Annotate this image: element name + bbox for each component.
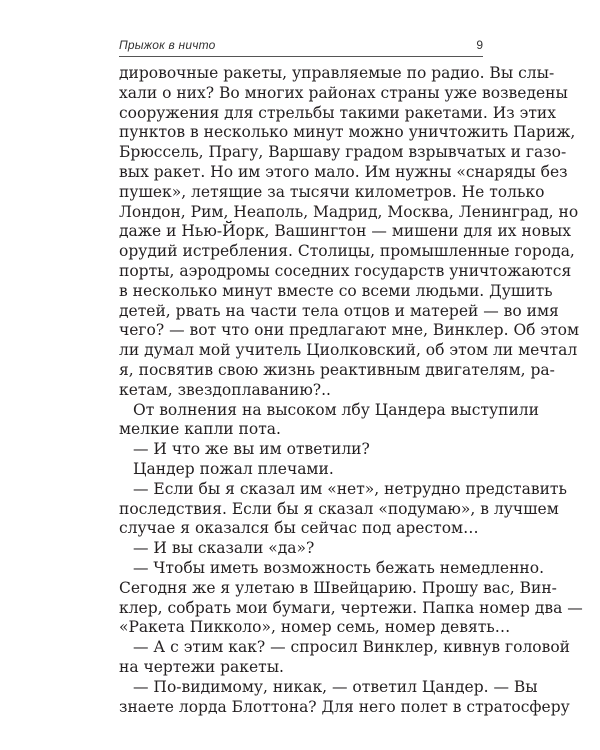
text-line: хали о них? Во многих районах страны уже возведены xyxy=(119,83,568,102)
text-line: на чертежи ракеты. xyxy=(119,657,284,676)
text-line: Лондон, Рим, Неаполь, Мадрид, Москва, Ленинград, но xyxy=(119,202,579,221)
text-line: последствия. Если бы я сказал «подумаю», в лучшем xyxy=(119,499,559,518)
text-line: Брюссель, Прагу, Варшаву градом взрывчатых и газо- xyxy=(119,143,567,162)
text-line: — А с этим как? — спросил Винклер, кивнув головой xyxy=(133,638,571,657)
text-line: Сегодня же я улетаю в Швейцарию. Прошу вас, Вин- xyxy=(119,578,557,597)
page-number: 9 xyxy=(476,38,483,52)
text-line: клер, собрать мои бумаги, чертежи. Папка номер два — xyxy=(119,598,583,617)
text-line: кетам, звездоплаванию?.. xyxy=(119,380,331,399)
text-line: пушек», летящие за тысячи километров. Не только xyxy=(119,182,545,201)
running-title: Прыжок в ничто xyxy=(119,38,216,52)
running-header xyxy=(119,38,483,52)
text-line: Цандер пожал плечами. xyxy=(133,459,334,478)
text-line: — По-видимому, никак, — ответил Цандер. — Вы xyxy=(133,677,538,696)
header-rule xyxy=(119,56,483,57)
text-line: знаете лорда Блоттона? Для него полет в стратосферу xyxy=(119,697,570,716)
text-line: в несколько минут вместе со всеми людьми. Душить xyxy=(119,281,553,300)
text-line: орудий истребления. Столицы, промышленные города, xyxy=(119,242,575,261)
text-line: я, посвятив свою жизнь реактивным двигателям, ра- xyxy=(119,360,555,379)
body-text xyxy=(119,64,583,717)
text-line: От волнения на высоком лбу Цандера выступили xyxy=(133,400,539,419)
text-line: сооружения для стрельбы такими ракетами. Из этих xyxy=(119,103,556,122)
text-line: ли думал мой учитель Циолковский, об этом ли мечтал xyxy=(119,341,578,360)
text-line: даже и Нью-Йорк, Вашингтон — мишени для их новых xyxy=(119,222,571,241)
text-line: — И что же вы им ответили? xyxy=(133,440,370,459)
text-line: детей, рвать на части тела отцов и матерей — во имя xyxy=(119,301,559,320)
text-line: дировочные ракеты, управляемые по радио. Вы слы- xyxy=(119,64,555,82)
text-line: случае я оказался бы сейчас под арестом… xyxy=(119,519,479,538)
text-line: вых ракет. Но им этого мало. Им нужны «снаряды без xyxy=(119,162,568,181)
text-line: — И вы сказали «да»? xyxy=(133,539,315,558)
text-line: чего? — вот что они предлагают мне, Винклер. Об этом xyxy=(119,321,580,340)
text-line: — Если бы я сказал им «нет», нетрудно представить xyxy=(133,479,567,498)
text-line: «Ракета Пикколо», номер семь, номер девять… xyxy=(119,618,511,637)
text-line: — Чтобы иметь возможность бежать немедленно. xyxy=(133,558,545,577)
text-line: порты, аэродромы соседних государств уничтожаются xyxy=(119,261,572,280)
text-line: мелкие капли пота. xyxy=(119,420,281,439)
text-line: пунктов в несколько минут можно уничтожить Париж, xyxy=(119,123,576,142)
